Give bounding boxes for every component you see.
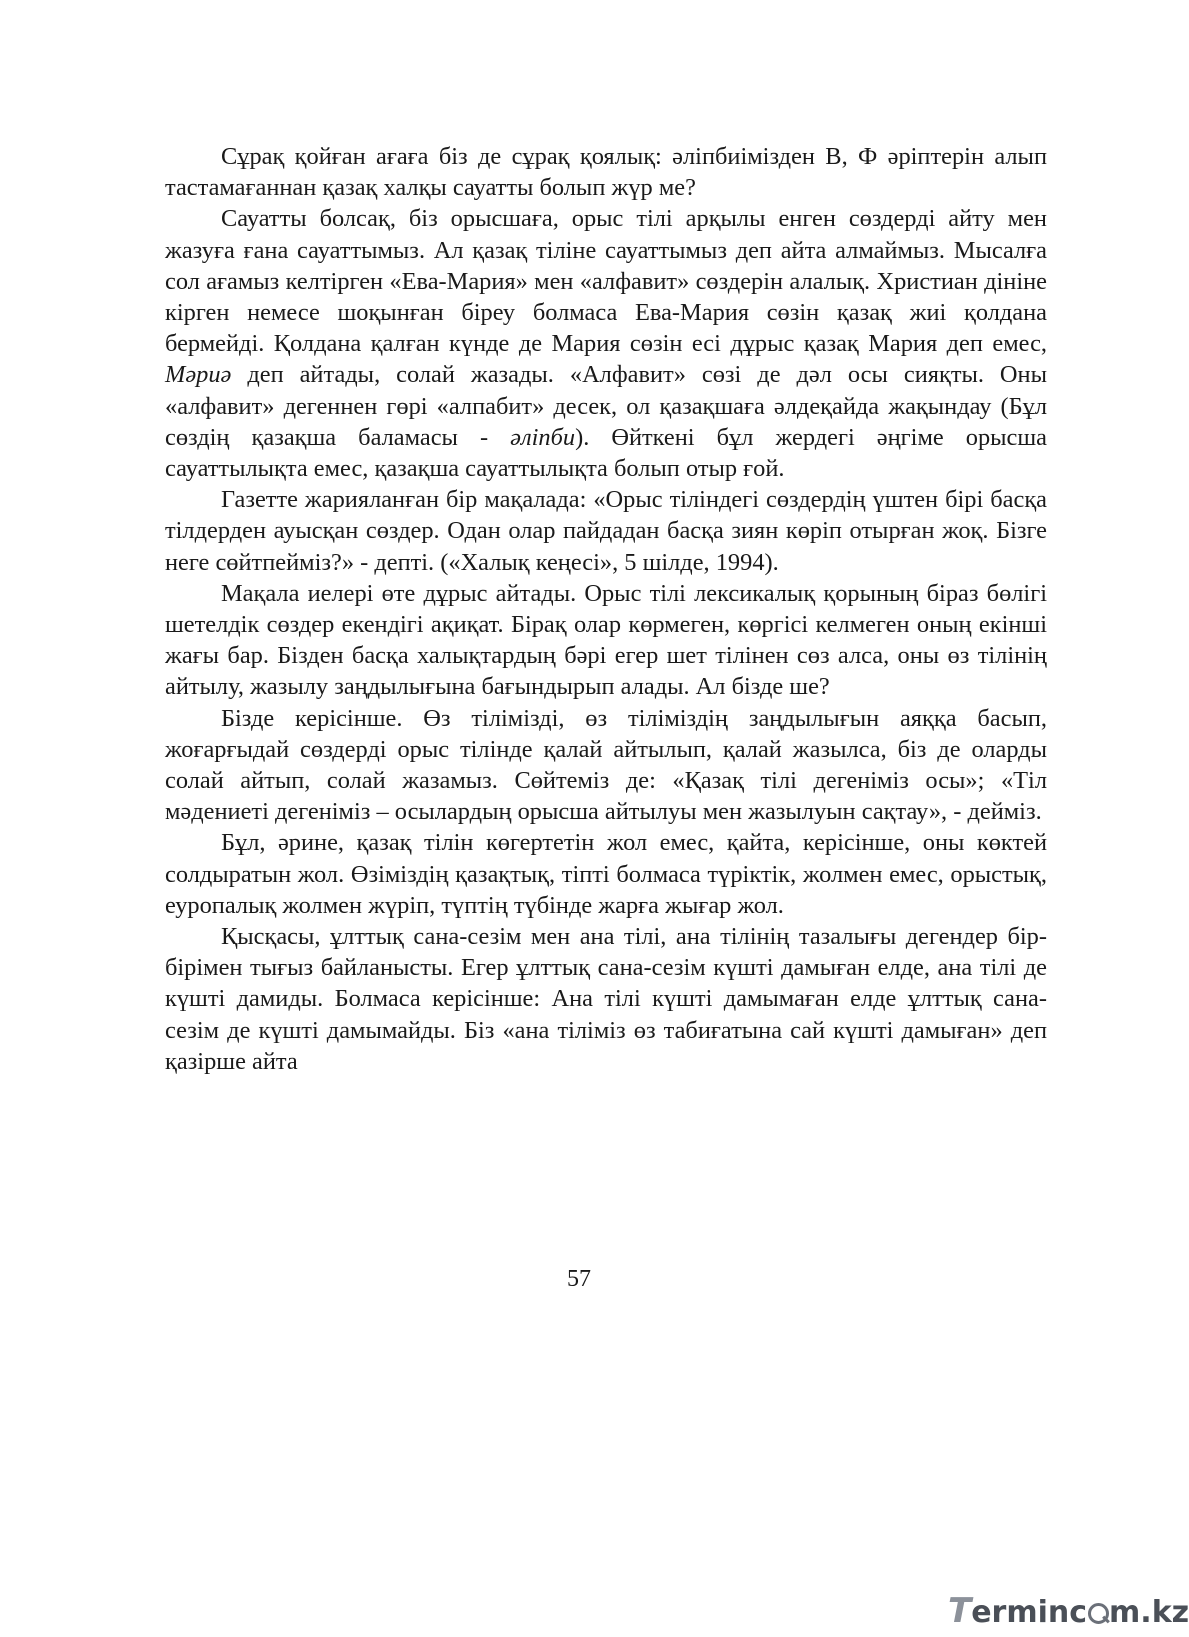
italic-term: әліпби (510, 423, 576, 451)
watermark-text-end: m.kz (1109, 1595, 1189, 1630)
watermark-text-middle: erminc (971, 1595, 1088, 1630)
text-run: Қысқасы, ұлттық сана-сезім мен ана тілі, ана тілінің тазалығы дегендер бір-бірімен тығыз байланысты. Егер ұлттық сана-сезім күшті дамыған елде, ана тілі де күшті дамиды. Болмаса керісінше: Ана тілі күшті дамымаған елде ұлттық сана-сезім де күшті дамымайды. Біз «ана тіліміз өз табиғатына сай күшті дамыған» деп қазірше айта (165, 923, 1047, 1075)
page-body (165, 141, 1047, 1077)
italic-term: Мәриә (165, 361, 232, 389)
text-run: ). Өйткені бұл жердегі әңгіме орысша сауаттылықта емес, қазақша сауаттылықта болып отыр ғой. (165, 423, 1047, 483)
paragraph (165, 578, 1047, 703)
text-run: Бізде керісінше. Өз тілімізді, өз тіліміздің заңдылығын аяққа басып, жоғарғыдай сөздерді орыс тілінде қалай айтылып, қалай жазылса, біз де оларды солай айтып, солай жазамыз. Сөйтеміз де: «Қазақ тілі дегеніміз осы»; «Тіл мәдениеті дегеніміз – осылардың орысша айтылуы мен жазылуын сақтау», - дейміз. (165, 704, 1047, 826)
paragraph (165, 141, 1047, 203)
text-run: деп айтады, солай жазады. «Алфавит» сөзі де дәл осы сияқты. Оны «алфавит» дегеннен гөрі «алпабит» десек, ол қазақшаға әлдеқайда жақындау (Бұл сөздің қазақша баламасы - (165, 361, 1047, 451)
text-run: Сауатты болсақ, біз орысшаға, орыс тілі арқылы енген сөздерді айту мен жазуға ғана сауаттымыз. Ал қазақ тіліне сауаттымыз деп айта алмаймыз. Мысалға сол ағамыз келтірген «Ева-Мария» мен «алфавит» сөздерін алалық. Христиан дініне кірген немесе шоқынған біреу болмаса Ева-Мария сөзін қазақ жиі қолдана бермейді. Қолдана қалған күнде де Мария сөзін есі дұрыс қазақ Мария деп емес, (165, 205, 1047, 358)
text-run: Сұрақ қойған ағаға біз де сұрақ қоялық: әліпбиімізден В, Ф әріптерін алып тастамағаннан қазақ халқы сауатты болып жүр ме? (165, 143, 1047, 202)
watermark-logo (948, 1591, 1189, 1631)
watermark-letter-t: T (948, 1591, 972, 1631)
paragraph (165, 203, 1047, 484)
paragraph (165, 703, 1047, 828)
paragraph (165, 827, 1047, 921)
paragraph (165, 921, 1047, 1077)
page-number: 57 (567, 1266, 591, 1292)
text-run: Газетте жарияланған бір мақалада: «Орыс тіліндегі сөздердің үштен бірі басқа тілдерден ауысқан сөздер. Одан олар пайдадан басқа зиян көріп отырған жоқ. Бізге неге сөйтпейміз?» - депті. («Халық кеңесі», 5 шілде, 1994). (165, 486, 1047, 576)
text-run: Мақала иелері өте дұрыс айтады. Орыс тілі лексикалық қорының біраз бөлігі шетелдік сөздер екендігі ақиқат. Бірақ олар көрмеген, көргісі келмеген оның екінші жағы бар. Бізден басқа халықтардың бәрі егер шет тілінен сөз алса, оны өз тілінің айтылу, жазылу заңдылығына бағындырып алады. Ал бізде ше? (165, 579, 1047, 701)
paragraph (165, 484, 1047, 578)
text-run: Бұл, әрине, қазақ тілін көгертетін жол емес, қайта, керісінше, оны көктей солдыратын жол. Өзіміздің қазақтық, тіпті болмаса түріктік, жолмен емес, орыстық, еуропалық жолмен жүріп, түптің түбінде жарға жығар жол. (165, 829, 1047, 919)
magnifier-icon (1087, 1602, 1109, 1624)
